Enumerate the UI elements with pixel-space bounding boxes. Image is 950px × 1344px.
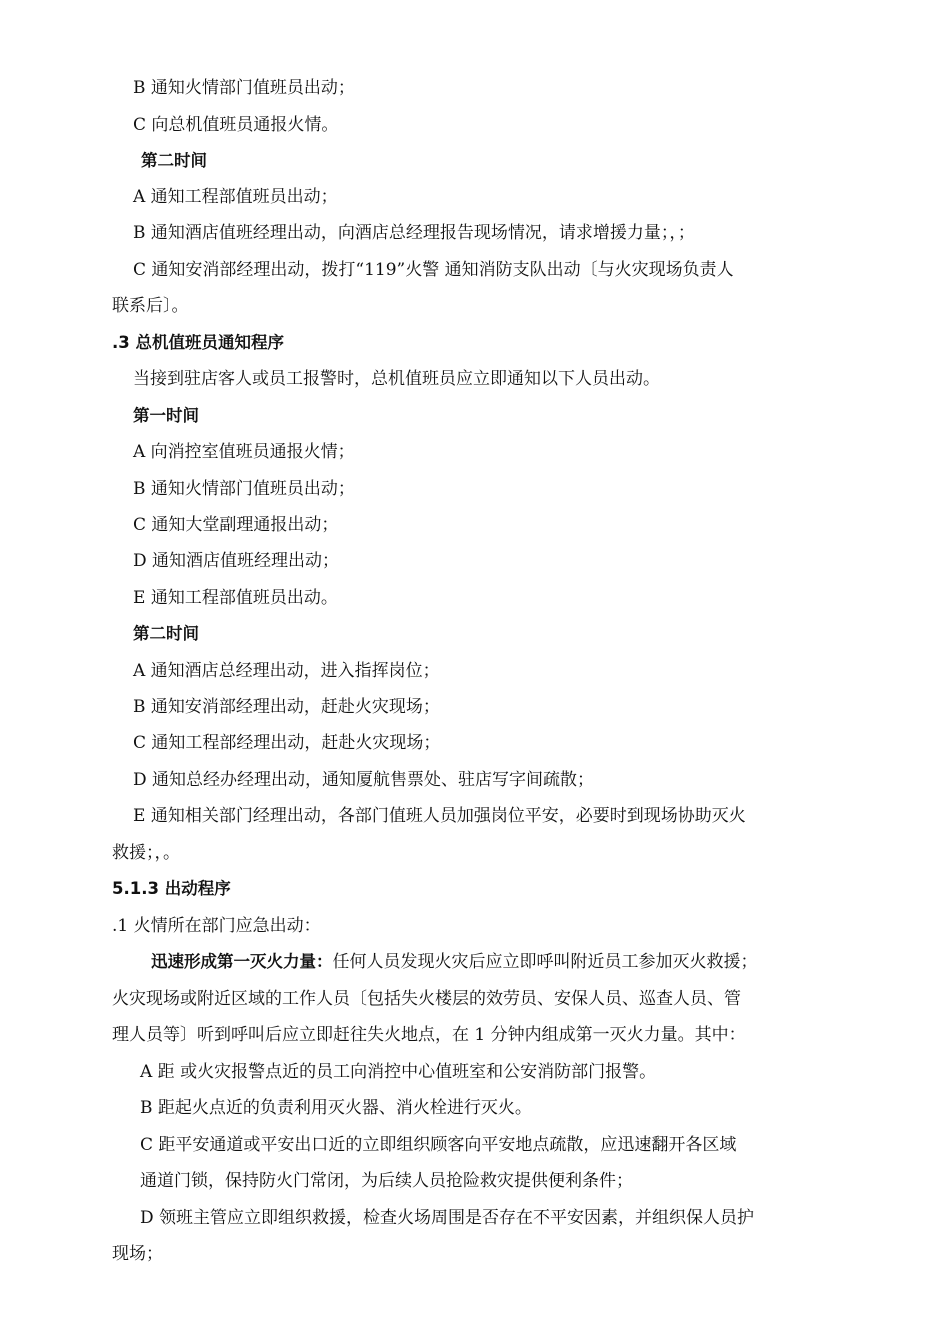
text-line <box>151 951 758 973</box>
text-line: C 向总机值班员通报火情。 <box>133 115 339 135</box>
text-line: B 通知安消部经理出动，赶赴火灾现场； <box>133 697 440 717</box>
text-line: E 通知相关部门经理出动，各部门值班人员加强岗位平安，必要时到现场协助灭火 <box>133 806 746 826</box>
text-line: A 向消控室值班员通报火情； <box>133 442 355 462</box>
text-line: A 通知酒店总经理出动，进入指挥岗位； <box>133 661 440 681</box>
text-line: 当接到驻店客人或员工报警时，总机值班员应立即通知以下人员出动。 <box>133 369 660 389</box>
subheading: 第二时间 <box>141 151 207 170</box>
text-line: C 通知安消部经理出动，拨打“119”火警 通知消防支队出动〔与火灾现场负责人 <box>133 260 734 280</box>
text-line: 联系后〕。 <box>112 296 189 316</box>
text-line: 理人员等〕听到呼叫后应立即赶往失火地点，在 1 分钟内组成第一灭火力量。其中： <box>112 1025 746 1045</box>
text-line: D 领班主管应立即组织救援，检查火场周围是否存在不平安因素，并组织保人员护 <box>140 1208 755 1228</box>
text-line: C 距平安通道或平安出口近的立即组织顾客向平安地点疏散，应迅速翻开各区域 <box>140 1135 737 1155</box>
section-heading: 5.1.3 出动程序 <box>112 879 231 898</box>
emphasis-label: 迅速形成第一灭火力量： <box>151 952 333 971</box>
text-line: 救援；，。 <box>112 843 180 863</box>
text-line: C 通知大堂副理通报出动； <box>133 515 339 535</box>
text-run: 任何人员发现火灾后应立即呼叫附近员工参加灭火救援； <box>332 952 758 972</box>
text-line: 火灾现场或附近区域的工作人员〔包括失火楼层的效劳员、安保人员、巡查人员、管 <box>112 989 741 1009</box>
text-line: .1 火情所在部门应急出动： <box>112 916 321 936</box>
text-line: B 通知火情部门值班员出动； <box>133 78 355 98</box>
text-line: B 通知酒店值班经理出动，向酒店总经理报告现场情况，请求增援力量；，； <box>133 223 695 243</box>
text-line: 现场； <box>112 1244 163 1264</box>
section-heading: .3 总机值班员通知程序 <box>112 333 284 352</box>
text-line: D 通知酒店值班经理出动； <box>133 551 340 571</box>
text-line: 通道门锁，保持防火门常闭，为后续人员抢险救灾提供便利条件； <box>140 1171 633 1191</box>
subheading: 第一时间 <box>133 406 199 425</box>
text-line: B 距起火点近的负责利用灭火器、消火栓进行灭火。 <box>140 1098 532 1118</box>
text-line: A 距 或火灾报警点近的员工向消控中心值班室和公安消防部门报警。 <box>140 1062 657 1082</box>
subheading: 第二时间 <box>133 624 199 643</box>
text-line: A 通知工程部值班员出动； <box>133 187 338 207</box>
text-line: C 通知工程部经理出动，赶赴火灾现场； <box>133 733 441 753</box>
text-line: D 通知总经办经理出动，通知厦航售票处、驻店写字间疏散； <box>133 770 595 790</box>
text-line: B 通知火情部门值班员出动； <box>133 479 355 499</box>
text-line: E 通知工程部值班员出动。 <box>133 588 338 608</box>
